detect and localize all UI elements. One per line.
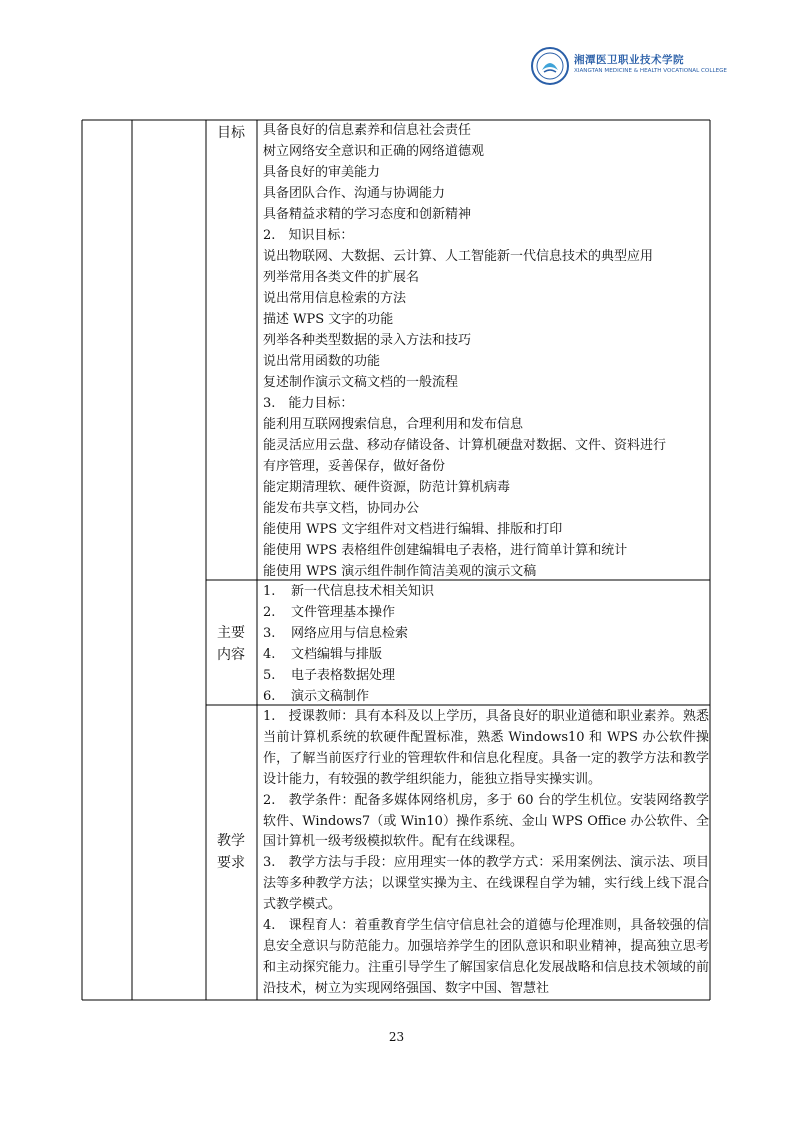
- content-item-number: 6.: [263, 689, 276, 704]
- requirement-paragraph: 1. 授课教师：具有本科及以上学历，具备良好的职业道德和职业素养。熟悉当前计算机系统的软硬件配置标准，熟悉 Windows10 和 WPS 办公软件操作，了解当前医疗行业的管理软件和信息化程度。具备一定的教学方法和教学设计能力，有较强的教学组织能力，能独立指导实操实训。: [263, 709, 709, 787]
- content-item: [263, 665, 708, 686]
- target-line: 能发布共享文档，协同办公: [263, 501, 420, 516]
- content-item-number: 1.: [263, 584, 276, 599]
- target-line: 树立网络安全意识和正确的网络道德观: [263, 144, 485, 159]
- requirement-paragraph: 4. 课程育人：着重教育学生信守信息社会的道德与伦理准则，具备较强的信息安全意识与防范能力。加强培养学生的团队意识和职业精神，提高独立思考和主动探究能力。注重引导学生了解国家信息化发展战略和信息技术领域的前沿技术，树立为实现网络强国、数字中国、智慧社: [263, 918, 709, 996]
- teaching-requirements: [263, 707, 709, 1000]
- content-label-line-2: 内容: [217, 647, 245, 663]
- target-line: 复述制作演示文稿文档的一般流程: [263, 375, 459, 390]
- target-line: 能使用 WPS 演示组件制作简洁美观的演示文稿: [263, 564, 537, 579]
- logo-subtext: XIANGTAN MEDICINE & HEALTH VOCATIONAL COLLEGE: [574, 68, 727, 74]
- target-line: 3. 能力目标：: [263, 396, 354, 411]
- requirement-label: [206, 830, 256, 874]
- content-item-text: 文件管理基本操作: [291, 605, 396, 620]
- content-label: [206, 622, 256, 666]
- content-item-number: 2.: [263, 605, 276, 620]
- target-line: 列举常用各类文件的扩展名: [263, 270, 420, 285]
- content-item-number: 4.: [263, 647, 276, 662]
- content-item: [263, 644, 708, 665]
- content-item-text: 网络应用与信息检索: [291, 626, 409, 641]
- logo-text: 湘潭医卫职业技术学院: [574, 54, 684, 66]
- target-line: 能使用 WPS 表格组件创建编辑电子表格，进行简单计算和统计: [263, 543, 628, 558]
- target-line: 描述 WPS 文字的功能: [263, 312, 394, 327]
- target-line: 有序管理，妥善保存，做好备份: [263, 459, 446, 474]
- content-item-text: 新一代信息技术相关知识: [291, 584, 435, 599]
- content-item-number: 5.: [263, 668, 276, 683]
- target-line: 具备良好的信息素养和信息社会责任: [263, 123, 472, 138]
- content-item: [263, 581, 708, 602]
- requirement-label-line-1: 教学: [217, 833, 245, 849]
- target-line: 说出常用信息检索的方法: [263, 291, 407, 306]
- target-line: 具备良好的审美能力: [263, 165, 381, 180]
- page-number: 23: [388, 1030, 405, 1044]
- target-line: 能使用 WPS 文字组件对文档进行编辑、排版和打印: [263, 522, 563, 537]
- requirement-paragraph: 2. 教学条件：配备多媒体网络机房，多于 60 台的学生机位。安装网络教学软件、Windows7（或 Win10）操作系统、金山 WPS Office 办公软件、全国计算机一级考级模拟软件。配有在线课程。: [263, 792, 709, 850]
- target-line: 2. 知识目标：: [263, 228, 354, 243]
- content-item: [263, 623, 708, 644]
- content-item: [263, 602, 708, 623]
- target-line: 具备精益求精的学习态度和创新精神: [263, 207, 472, 222]
- content-item-text: 电子表格数据处理: [291, 668, 396, 683]
- content-label-line-1: 主要: [217, 625, 245, 641]
- requirement-label-line-2: 要求: [217, 855, 245, 871]
- target-label: 目标: [217, 125, 245, 141]
- target-line: 能灵活应用云盘、移动存储设备、计算机硬盘对数据、文件、资料进行: [263, 438, 667, 453]
- target-line: 能利用互联网搜索信息，合理利用和发布信息: [263, 417, 524, 432]
- requirement-paragraph: 3. 教学方法与手段：应用理实一体的教学方式：采用案例法、演示法、项目法等多种教学方法；以课堂实操为主、在线课程自学为辅，实行线上线下混合式教学模式。: [263, 855, 709, 913]
- target-line: 列举各种类型数据的录入方法和技巧: [263, 333, 472, 348]
- target-line: 具备团队合作、沟通与协调能力: [263, 186, 446, 201]
- content-item-number: 3.: [263, 626, 276, 641]
- content-item-text: 演示文稿制作: [291, 689, 370, 704]
- target-line: 说出常用函数的功能: [263, 354, 381, 369]
- target-line: 说出物联网、大数据、云计算、人工智能新一代信息技术的典型应用: [263, 249, 654, 264]
- target-line: 能定期清理软、硬件资源，防范计算机病毒: [263, 480, 511, 495]
- content-item: [263, 686, 708, 707]
- target-content: [263, 120, 708, 582]
- content-item-text: 文档编辑与排版: [291, 647, 383, 662]
- main-content-list: [263, 581, 708, 707]
